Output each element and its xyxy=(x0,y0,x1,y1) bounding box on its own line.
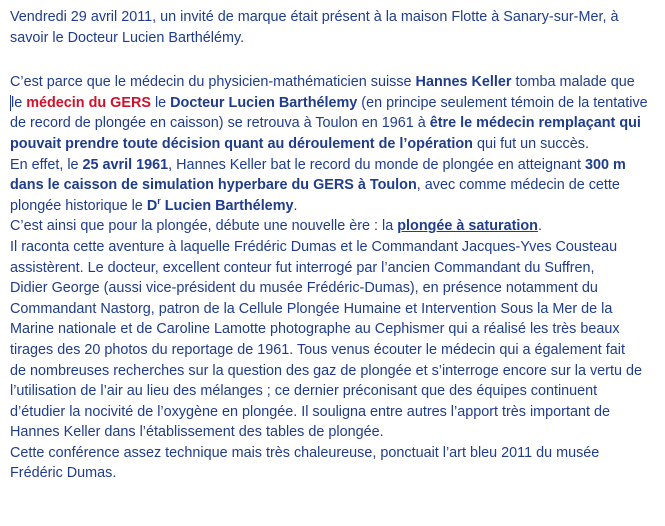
bold-phrase: pouvait prendre toute décision quant au déroulement de l’opération xyxy=(10,135,473,152)
text-line xyxy=(10,422,660,443)
text-line xyxy=(10,463,660,484)
text-run: Il raconta cette aventure à laquelle Frédéric Dumas et le Commandant Jacques-Yves Cousteau xyxy=(10,238,618,255)
text-run: Frédéric Dumas. xyxy=(10,465,117,482)
text-line xyxy=(10,113,660,134)
bold-phrase: être le médecin remplaçant qui xyxy=(429,115,641,132)
link-plongee-saturation[interactable]: plongée à saturation xyxy=(397,218,538,235)
text-run: . xyxy=(537,218,542,235)
text-line xyxy=(10,258,660,279)
text-line xyxy=(10,402,660,423)
text-run: qui fut un succès. xyxy=(472,135,589,152)
bold-date: 25 avril 1961 xyxy=(82,156,169,173)
text-line xyxy=(10,93,660,114)
text-line xyxy=(10,381,660,402)
text-line xyxy=(10,319,660,340)
paragraph-gap xyxy=(10,48,660,72)
superscript: r xyxy=(157,195,161,206)
text-run: . xyxy=(293,197,298,214)
text-line xyxy=(10,196,660,217)
text-run: Commandant Nastorg, patron de la Cellule Plongée Humaine et Intervention Sous la Mer de la xyxy=(10,300,613,317)
bold-name-doctor: Lucien Barthélemy xyxy=(160,197,294,214)
text-run: assistèrent. Le docteur, excellent conteur fut interrogé par l’ancien Commandant du Suffren, xyxy=(10,259,595,276)
text-run: Hannes Keller dans l’établissement des tables de plongée. xyxy=(10,424,384,441)
bold-phrase: dans le caisson de simulation hyperbare du GERS à Toulon xyxy=(10,177,417,194)
text-run: le xyxy=(11,94,27,111)
bold-name-doctor: Docteur Lucien Barthélemy xyxy=(170,94,358,111)
highlight-medecin-gers: médecin du GERS xyxy=(26,94,151,111)
text-line xyxy=(10,237,660,258)
bold-name-hannes-keller: Hannes Keller xyxy=(415,74,512,91)
text-run: , avec comme médecin de cette xyxy=(416,177,620,194)
text-run: Marine nationale et de Caroline Lamotte photographe au Cephismer qui a réalisé les très beaux xyxy=(10,321,620,338)
text-run: , Hannes Keller bat le record du monde de plongée en atteignant xyxy=(168,156,585,173)
text-run: tirages des 20 photos du reportage de 1961. Tous venus écouter le médecin qui a également fait xyxy=(10,341,625,358)
text-line xyxy=(10,72,660,93)
text-run: C’est ainsi que pour la plongée, débute une nouvelle ère : la xyxy=(10,218,398,235)
text-run: l’utilisation de l’air au lieu des mélanges ; ce dernier préconisant que des équipes continuent xyxy=(10,383,598,400)
text-line xyxy=(10,155,660,176)
text-run: Vendredi 29 avril 2011, un invité de marque était présent à la maison Flotte à Sanary-sur-Mer, à xyxy=(10,9,619,25)
text-run: plongée historique le xyxy=(10,197,147,214)
text-line xyxy=(10,216,660,237)
text-run: de record de plongée en caisson) se retrouva à Toulon en 1961 à xyxy=(10,115,430,132)
text-run: (en principe seulement témoin de la tentative xyxy=(357,94,648,111)
bold-depth: 300 m xyxy=(585,156,626,173)
text-line xyxy=(10,175,660,196)
text-line xyxy=(10,28,660,49)
text-run: C’est parce que le médecin du physicien-mathématicien suisse xyxy=(10,74,416,91)
text-run: Didier George (aussi vice-président du musée Frédéric-Dumas), en présence notamment du xyxy=(10,280,598,297)
text-line xyxy=(10,134,660,155)
text-run: tomba malade que xyxy=(511,74,635,91)
text-line xyxy=(10,278,660,299)
document-body xyxy=(10,7,660,484)
text-run: d’étudier la nocivité de l’oxygène en plongée. Il souligna entre autres l’apport très important de xyxy=(10,403,610,420)
text-run: de nombreuses recherches sur la question des gaz de plongée et s’interroge encore sur la vertu de xyxy=(10,362,642,379)
text-line xyxy=(10,7,660,28)
text-line xyxy=(10,361,660,382)
bold-title: D xyxy=(146,197,158,214)
text-line xyxy=(10,340,660,361)
text-line xyxy=(10,443,660,464)
text-line xyxy=(10,299,660,320)
text-run: le xyxy=(150,94,171,111)
text-run: Cette conférence assez technique mais très chaleureuse, ponctuait l’art bleu 2011 du musée xyxy=(10,444,600,461)
text-run: En effet, le xyxy=(10,156,83,173)
text-run: savoir le Docteur Lucien Barthélémy. xyxy=(10,29,245,46)
